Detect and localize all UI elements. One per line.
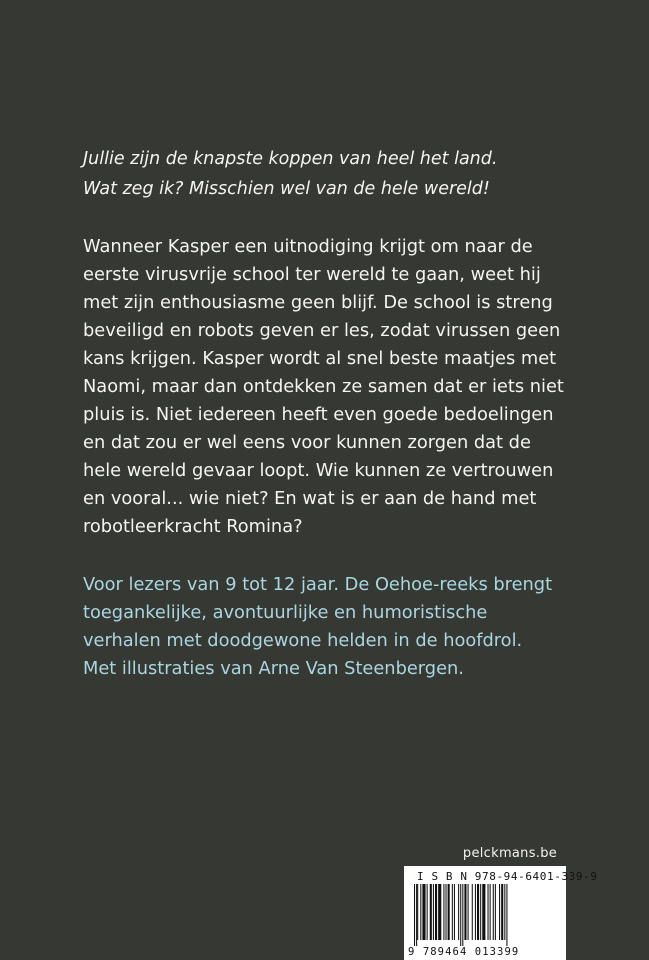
barcode-bar — [446, 884, 447, 940]
barcode-bar — [475, 884, 476, 940]
barcode-bar — [443, 884, 444, 940]
barcode-bars — [412, 884, 560, 946]
blurb-line: met zijn enthousiasme geen blijf. De school is streng — [83, 292, 553, 313]
isbn-barcode — [404, 866, 598, 960]
barcode-bar — [454, 884, 455, 940]
barcode-bar — [420, 884, 421, 940]
barcode-bar — [495, 884, 496, 940]
quote-line: Wat zeg ik? Misschien wel van de hele wereld! — [83, 179, 490, 199]
back-cover-quote — [83, 144, 603, 204]
isbn-label: I S B N 978-94-6401-339-9 — [417, 870, 598, 883]
barcode-bar — [438, 884, 441, 940]
barcode-bar — [448, 884, 450, 940]
barcode-bar — [488, 884, 489, 940]
blurb-line: kans krijgen. Kasper wordt al snel beste maatjes met — [83, 348, 557, 369]
barcode-bar — [490, 884, 491, 940]
barcode-bar — [433, 884, 434, 940]
blurb-line: pluis is. Niet iedereen heeft even goede bedoelingen — [83, 404, 554, 425]
series-line: verhalen met doodgewone helden in de hoofdrol. — [83, 630, 523, 651]
blurb-line: eerste virusvrije school ter wereld te gaan, weet hij — [83, 264, 541, 285]
barcode-bar — [460, 884, 461, 946]
barcode-bar — [422, 884, 425, 940]
barcode-bar — [501, 884, 503, 940]
barcode-bar — [462, 884, 463, 946]
barcode-bar — [430, 884, 432, 940]
barcode-bar — [499, 884, 500, 940]
barcode-bar — [464, 884, 466, 940]
publisher-url: pelckmans.be — [462, 846, 558, 861]
barcode-bar — [482, 884, 485, 940]
barcode-bar — [468, 884, 469, 940]
blurb-line: robotleerkracht Romina? — [83, 516, 303, 537]
series-line: toegankelijke, avontuurlijke en humoristische — [83, 602, 488, 623]
barcode-bar — [452, 884, 453, 940]
barcode-bar — [435, 884, 437, 940]
blurb-line: en dat zou er wel eens voor kunnen zorgen dat de — [83, 432, 531, 453]
barcode-bar — [472, 884, 473, 940]
barcode-bar — [427, 884, 428, 940]
series-info — [83, 571, 603, 683]
series-line: Voor lezers van 9 tot 12 jaar. De Oehoe-reeks brengt — [83, 574, 553, 595]
blurb-line: beveiligd en robots geven er les, zodat virussen geen — [83, 320, 561, 341]
blurb-line: hele wereld gevaar loopt. Wie kunnen ze vertrouwen — [83, 460, 554, 481]
blurb-line: en vooral... wie niet? En wat is er aan de hand met — [83, 488, 537, 509]
barcode-bar — [506, 884, 507, 946]
barcode-bar — [458, 884, 459, 940]
blurb-line: Wanneer Kasper een uitnodiging krijgt om naar de — [83, 236, 533, 257]
blurb-line: Naomi, maar dan ontdekken ze samen dat er iets niet — [83, 376, 564, 397]
barcode-bar — [477, 884, 479, 940]
book-blurb — [83, 233, 603, 541]
barcode-bar — [417, 884, 418, 940]
series-line: Met illustraties van Arne Van Steenbergen. — [83, 658, 464, 679]
barcode-bar — [414, 884, 415, 946]
quote-line: Jullie zijn de knapste koppen van heel het land. — [83, 149, 498, 169]
barcode-bar — [480, 884, 481, 940]
barcode-bar — [504, 884, 505, 940]
barcode-bar — [493, 884, 494, 940]
barcode-bar — [416, 884, 417, 946]
barcode-digits: 9 789464 013399 — [408, 946, 520, 958]
